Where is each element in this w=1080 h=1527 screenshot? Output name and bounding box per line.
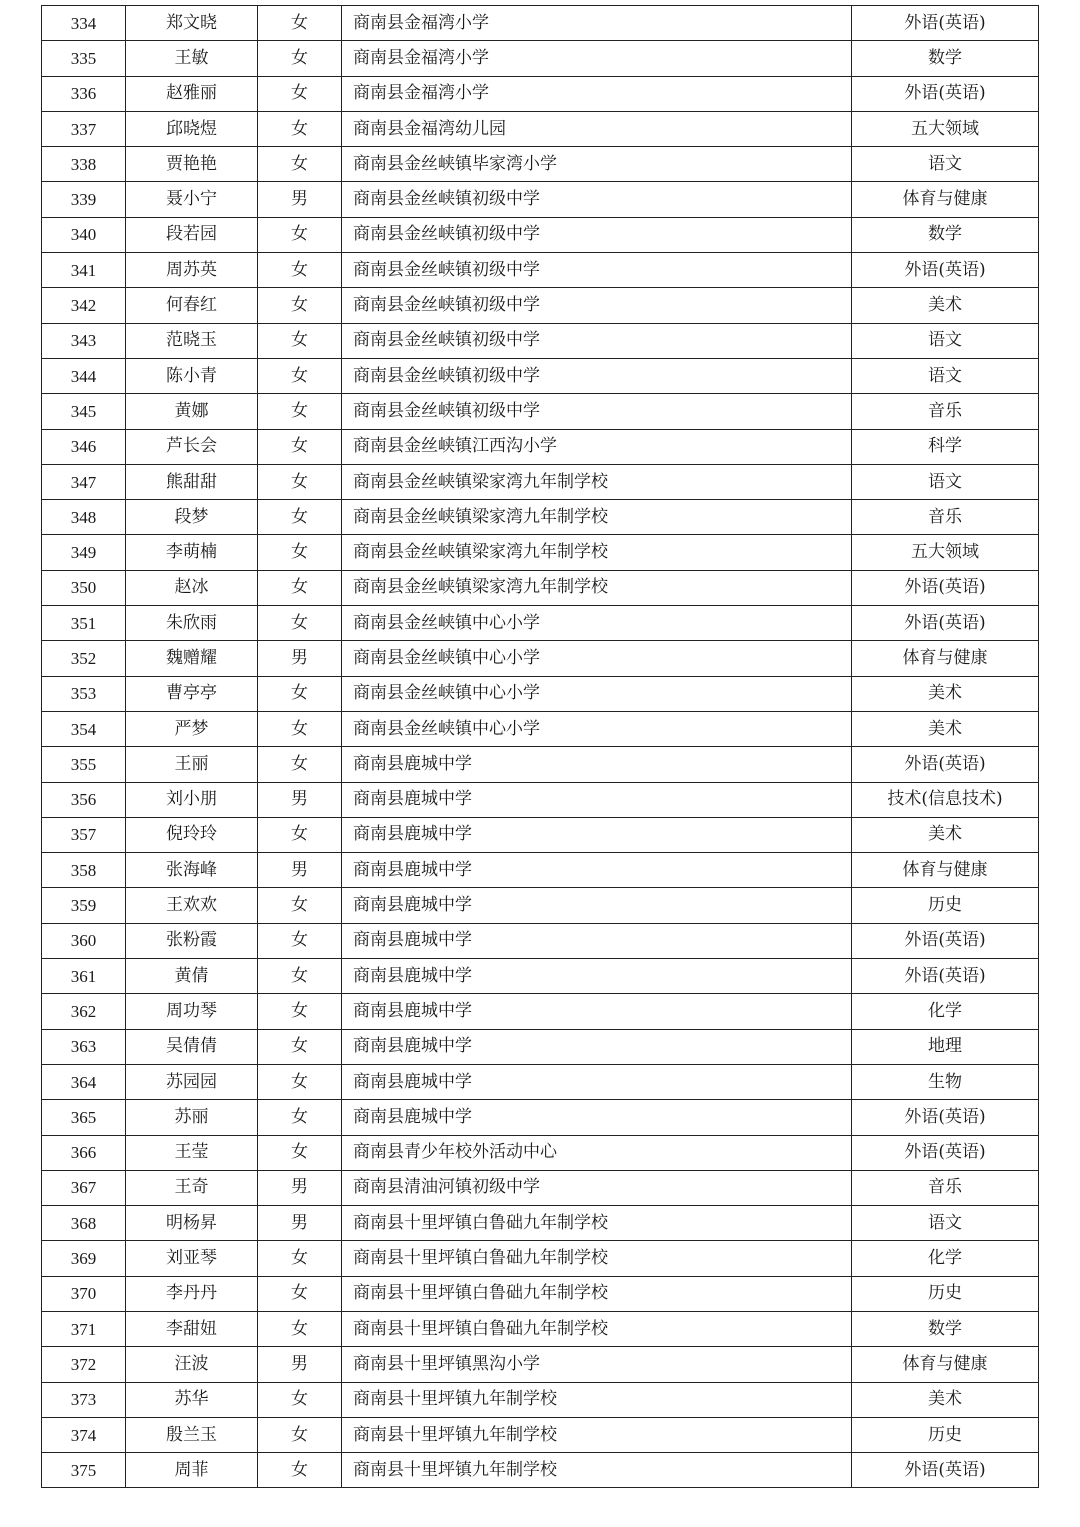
row-number-cell: 356 <box>42 782 126 817</box>
table-row <box>42 676 1039 711</box>
school-cell: 商南县鹿城中学 <box>342 1029 852 1064</box>
row-number-cell: 348 <box>42 500 126 535</box>
school-cell: 商南县鹿城中学 <box>342 782 852 817</box>
name-cell: 朱欣雨 <box>126 606 258 641</box>
row-number-cell: 366 <box>42 1135 126 1170</box>
table-row <box>42 76 1039 111</box>
table-row <box>42 217 1039 252</box>
name-cell: 赵雅丽 <box>126 76 258 111</box>
school-cell: 商南县鹿城中学 <box>342 994 852 1029</box>
school-cell: 商南县鹿城中学 <box>342 747 852 782</box>
name-cell: 何春红 <box>126 288 258 323</box>
table-row <box>42 182 1039 217</box>
row-number-cell: 334 <box>42 6 126 41</box>
subject-cell: 语文 <box>852 358 1039 393</box>
table-row <box>42 41 1039 76</box>
subject-cell: 美术 <box>852 288 1039 323</box>
name-cell: 段若园 <box>126 217 258 252</box>
row-number-cell: 372 <box>42 1347 126 1382</box>
row-number-cell: 364 <box>42 1064 126 1099</box>
subject-cell: 外语(英语) <box>852 606 1039 641</box>
table-row <box>42 323 1039 358</box>
table-row <box>42 1029 1039 1064</box>
school-cell: 商南县十里坪镇九年制学校 <box>342 1453 852 1488</box>
name-cell: 吴倩倩 <box>126 1029 258 1064</box>
subject-cell: 语文 <box>852 147 1039 182</box>
school-cell: 商南县金福湾小学 <box>342 76 852 111</box>
subject-cell: 外语(英语) <box>852 1100 1039 1135</box>
subject-cell: 外语(英语) <box>852 747 1039 782</box>
school-cell: 商南县金丝峡镇中心小学 <box>342 641 852 676</box>
gender-cell: 女 <box>258 888 342 923</box>
school-cell: 商南县十里坪镇白鲁础九年制学校 <box>342 1276 852 1311</box>
row-number-cell: 345 <box>42 394 126 429</box>
row-number-cell: 373 <box>42 1382 126 1417</box>
name-cell: 汪波 <box>126 1347 258 1382</box>
table-row <box>42 535 1039 570</box>
subject-cell: 体育与健康 <box>852 641 1039 676</box>
table-row <box>42 1064 1039 1099</box>
subject-cell: 美术 <box>852 676 1039 711</box>
gender-cell: 女 <box>258 817 342 852</box>
gender-cell: 女 <box>258 394 342 429</box>
table-row <box>42 959 1039 994</box>
table-row <box>42 1276 1039 1311</box>
name-cell: 苏丽 <box>126 1100 258 1135</box>
gender-cell: 女 <box>258 147 342 182</box>
gender-cell: 女 <box>258 253 342 288</box>
table-row <box>42 147 1039 182</box>
row-number-cell: 358 <box>42 853 126 888</box>
name-cell: 刘亚琴 <box>126 1241 258 1276</box>
name-cell: 周功琴 <box>126 994 258 1029</box>
table-row <box>42 641 1039 676</box>
gender-cell: 男 <box>258 182 342 217</box>
gender-cell: 女 <box>258 1100 342 1135</box>
name-cell: 郑文晓 <box>126 6 258 41</box>
name-cell: 张粉霞 <box>126 923 258 958</box>
name-cell: 严梦 <box>126 711 258 746</box>
gender-cell: 女 <box>258 1029 342 1064</box>
subject-cell: 外语(英语) <box>852 253 1039 288</box>
gender-cell: 女 <box>258 923 342 958</box>
gender-cell: 女 <box>258 606 342 641</box>
row-number-cell: 353 <box>42 676 126 711</box>
gender-cell: 女 <box>258 1453 342 1488</box>
table-row <box>42 1100 1039 1135</box>
gender-cell: 男 <box>258 782 342 817</box>
subject-cell: 五大领域 <box>852 111 1039 146</box>
school-cell: 商南县金丝峡镇中心小学 <box>342 711 852 746</box>
row-number-cell: 336 <box>42 76 126 111</box>
name-cell: 李丹丹 <box>126 1276 258 1311</box>
name-cell: 魏赠耀 <box>126 641 258 676</box>
name-cell: 王欢欢 <box>126 888 258 923</box>
school-cell: 商南县金丝峡镇梁家湾九年制学校 <box>342 500 852 535</box>
row-number-cell: 349 <box>42 535 126 570</box>
gender-cell: 女 <box>258 464 342 499</box>
row-number-cell: 341 <box>42 253 126 288</box>
school-cell: 商南县金丝峡镇初级中学 <box>342 358 852 393</box>
name-cell: 倪玲玲 <box>126 817 258 852</box>
subject-cell: 历史 <box>852 1276 1039 1311</box>
subject-cell: 历史 <box>852 888 1039 923</box>
school-cell: 商南县鹿城中学 <box>342 959 852 994</box>
row-number-cell: 374 <box>42 1417 126 1452</box>
row-number-cell: 371 <box>42 1311 126 1346</box>
school-cell: 商南县金丝峡镇梁家湾九年制学校 <box>342 464 852 499</box>
table-row <box>42 358 1039 393</box>
row-number-cell: 340 <box>42 217 126 252</box>
subject-cell: 音乐 <box>852 500 1039 535</box>
subject-cell: 语文 <box>852 323 1039 358</box>
school-cell: 商南县金丝峡镇初级中学 <box>342 253 852 288</box>
name-cell: 王奇 <box>126 1170 258 1205</box>
name-cell: 曹亭亭 <box>126 676 258 711</box>
row-number-cell: 368 <box>42 1206 126 1241</box>
school-cell: 商南县十里坪镇白鲁础九年制学校 <box>342 1241 852 1276</box>
subject-cell: 五大领域 <box>852 535 1039 570</box>
name-cell: 邱晓煜 <box>126 111 258 146</box>
school-cell: 商南县金丝峡镇初级中学 <box>342 182 852 217</box>
table-row <box>42 1135 1039 1170</box>
subject-cell: 外语(英语) <box>852 923 1039 958</box>
name-cell: 黄娜 <box>126 394 258 429</box>
table-row <box>42 1241 1039 1276</box>
subject-cell: 外语(英语) <box>852 6 1039 41</box>
gender-cell: 女 <box>258 111 342 146</box>
school-cell: 商南县金丝峡镇初级中学 <box>342 288 852 323</box>
school-cell: 商南县金福湾小学 <box>342 6 852 41</box>
school-cell: 商南县金丝峡镇江西沟小学 <box>342 429 852 464</box>
gender-cell: 女 <box>258 1241 342 1276</box>
subject-cell: 美术 <box>852 711 1039 746</box>
subject-cell: 数学 <box>852 41 1039 76</box>
subject-cell: 历史 <box>852 1417 1039 1452</box>
name-cell: 苏华 <box>126 1382 258 1417</box>
row-number-cell: 352 <box>42 641 126 676</box>
school-cell: 商南县鹿城中学 <box>342 888 852 923</box>
name-cell: 赵冰 <box>126 570 258 605</box>
name-cell: 熊甜甜 <box>126 464 258 499</box>
name-cell: 殷兰玉 <box>126 1417 258 1452</box>
subject-cell: 体育与健康 <box>852 853 1039 888</box>
gender-cell: 男 <box>258 853 342 888</box>
table-row <box>42 782 1039 817</box>
row-number-cell: 370 <box>42 1276 126 1311</box>
gender-cell: 女 <box>258 1417 342 1452</box>
row-number-cell: 343 <box>42 323 126 358</box>
name-cell: 李甜妞 <box>126 1311 258 1346</box>
school-cell: 商南县金丝峡镇中心小学 <box>342 606 852 641</box>
row-number-cell: 365 <box>42 1100 126 1135</box>
table-row <box>42 111 1039 146</box>
gender-cell: 女 <box>258 323 342 358</box>
school-cell: 商南县十里坪镇黑沟小学 <box>342 1347 852 1382</box>
subject-cell: 技术(信息技术) <box>852 782 1039 817</box>
row-number-cell: 344 <box>42 358 126 393</box>
name-cell: 芦长会 <box>126 429 258 464</box>
school-cell: 商南县金丝峡镇初级中学 <box>342 217 852 252</box>
name-cell: 陈小青 <box>126 358 258 393</box>
gender-cell: 女 <box>258 747 342 782</box>
gender-cell: 女 <box>258 676 342 711</box>
school-cell: 商南县清油河镇初级中学 <box>342 1170 852 1205</box>
subject-cell: 外语(英语) <box>852 1135 1039 1170</box>
gender-cell: 男 <box>258 641 342 676</box>
subject-cell: 数学 <box>852 217 1039 252</box>
row-number-cell: 351 <box>42 606 126 641</box>
subject-cell: 音乐 <box>852 394 1039 429</box>
table-row <box>42 888 1039 923</box>
school-cell: 商南县金丝峡镇初级中学 <box>342 323 852 358</box>
name-cell: 范晓玉 <box>126 323 258 358</box>
subject-cell: 化学 <box>852 994 1039 1029</box>
row-number-cell: 363 <box>42 1029 126 1064</box>
gender-cell: 女 <box>258 570 342 605</box>
name-cell: 王莹 <box>126 1135 258 1170</box>
row-number-cell: 367 <box>42 1170 126 1205</box>
name-cell: 王敏 <box>126 41 258 76</box>
table-row <box>42 1170 1039 1205</box>
school-cell: 商南县金福湾幼儿园 <box>342 111 852 146</box>
row-number-cell: 362 <box>42 994 126 1029</box>
gender-cell: 女 <box>258 1382 342 1417</box>
row-number-cell: 346 <box>42 429 126 464</box>
name-cell: 周菲 <box>126 1453 258 1488</box>
name-cell: 李萌楠 <box>126 535 258 570</box>
school-cell: 商南县青少年校外活动中心 <box>342 1135 852 1170</box>
school-cell: 商南县鹿城中学 <box>342 1100 852 1135</box>
table-row <box>42 6 1039 41</box>
subject-cell: 数学 <box>852 1311 1039 1346</box>
row-number-cell: 361 <box>42 959 126 994</box>
row-number-cell: 355 <box>42 747 126 782</box>
name-cell: 黄倩 <box>126 959 258 994</box>
subject-cell: 语文 <box>852 464 1039 499</box>
row-number-cell: 360 <box>42 923 126 958</box>
gender-cell: 女 <box>258 6 342 41</box>
gender-cell: 女 <box>258 1311 342 1346</box>
school-cell: 商南县金丝峡镇梁家湾九年制学校 <box>342 535 852 570</box>
subject-cell: 美术 <box>852 817 1039 852</box>
table-row <box>42 747 1039 782</box>
school-cell: 商南县金丝峡镇初级中学 <box>342 394 852 429</box>
table-row <box>42 711 1039 746</box>
table-row <box>42 464 1039 499</box>
gender-cell: 女 <box>258 1064 342 1099</box>
subject-cell: 美术 <box>852 1382 1039 1417</box>
table-row <box>42 570 1039 605</box>
gender-cell: 女 <box>258 288 342 323</box>
row-number-cell: 339 <box>42 182 126 217</box>
subject-cell: 地理 <box>852 1029 1039 1064</box>
subject-cell: 外语(英语) <box>852 570 1039 605</box>
table-row <box>42 253 1039 288</box>
school-cell: 商南县十里坪镇九年制学校 <box>342 1417 852 1452</box>
name-cell: 段梦 <box>126 500 258 535</box>
row-number-cell: 347 <box>42 464 126 499</box>
name-cell: 明杨昇 <box>126 1206 258 1241</box>
gender-cell: 女 <box>258 535 342 570</box>
gender-cell: 男 <box>258 1347 342 1382</box>
row-number-cell: 350 <box>42 570 126 605</box>
subject-cell: 生物 <box>852 1064 1039 1099</box>
table-row <box>42 500 1039 535</box>
table-row <box>42 923 1039 958</box>
table-row <box>42 1347 1039 1382</box>
table-row <box>42 288 1039 323</box>
school-cell: 商南县十里坪镇白鲁础九年制学校 <box>342 1206 852 1241</box>
row-number-cell: 335 <box>42 41 126 76</box>
name-cell: 刘小朋 <box>126 782 258 817</box>
table-row <box>42 1311 1039 1346</box>
row-number-cell: 357 <box>42 817 126 852</box>
row-number-cell: 375 <box>42 1453 126 1488</box>
gender-cell: 男 <box>258 1206 342 1241</box>
subject-cell: 音乐 <box>852 1170 1039 1205</box>
table-row <box>42 1382 1039 1417</box>
name-cell: 苏园园 <box>126 1064 258 1099</box>
table-row <box>42 429 1039 464</box>
subject-cell: 语文 <box>852 1206 1039 1241</box>
table-row <box>42 394 1039 429</box>
subject-cell: 科学 <box>852 429 1039 464</box>
school-cell: 商南县鹿城中学 <box>342 923 852 958</box>
row-number-cell: 338 <box>42 147 126 182</box>
subject-cell: 体育与健康 <box>852 182 1039 217</box>
name-cell: 贾艳艳 <box>126 147 258 182</box>
row-number-cell: 354 <box>42 711 126 746</box>
gender-cell: 女 <box>258 217 342 252</box>
gender-cell: 女 <box>258 1135 342 1170</box>
subject-cell: 外语(英语) <box>852 76 1039 111</box>
name-cell: 聂小宁 <box>126 182 258 217</box>
table-row <box>42 1417 1039 1452</box>
row-number-cell: 342 <box>42 288 126 323</box>
gender-cell: 男 <box>258 1170 342 1205</box>
table-row <box>42 853 1039 888</box>
table-row <box>42 994 1039 1029</box>
row-number-cell: 337 <box>42 111 126 146</box>
gender-cell: 女 <box>258 711 342 746</box>
school-cell: 商南县鹿城中学 <box>342 1064 852 1099</box>
table-row <box>42 817 1039 852</box>
row-number-cell: 369 <box>42 1241 126 1276</box>
subject-cell: 外语(英语) <box>852 959 1039 994</box>
school-cell: 商南县十里坪镇白鲁础九年制学校 <box>342 1311 852 1346</box>
school-cell: 商南县十里坪镇九年制学校 <box>342 1382 852 1417</box>
gender-cell: 女 <box>258 429 342 464</box>
table-row <box>42 1453 1039 1488</box>
gender-cell: 女 <box>258 358 342 393</box>
gender-cell: 女 <box>258 41 342 76</box>
school-cell: 商南县金福湾小学 <box>342 41 852 76</box>
roster-body <box>42 6 1039 1488</box>
name-cell: 周苏英 <box>126 253 258 288</box>
subject-cell: 化学 <box>852 1241 1039 1276</box>
gender-cell: 女 <box>258 76 342 111</box>
gender-cell: 女 <box>258 500 342 535</box>
subject-cell: 外语(英语) <box>852 1453 1039 1488</box>
row-number-cell: 359 <box>42 888 126 923</box>
school-cell: 商南县金丝峡镇中心小学 <box>342 676 852 711</box>
school-cell: 商南县金丝峡镇毕家湾小学 <box>342 147 852 182</box>
name-cell: 张海峰 <box>126 853 258 888</box>
roster-table <box>41 5 1039 1488</box>
table-row <box>42 606 1039 641</box>
school-cell: 商南县鹿城中学 <box>342 853 852 888</box>
gender-cell: 女 <box>258 959 342 994</box>
gender-cell: 女 <box>258 1276 342 1311</box>
table-row <box>42 1206 1039 1241</box>
school-cell: 商南县鹿城中学 <box>342 817 852 852</box>
school-cell: 商南县金丝峡镇梁家湾九年制学校 <box>342 570 852 605</box>
gender-cell: 女 <box>258 994 342 1029</box>
subject-cell: 体育与健康 <box>852 1347 1039 1382</box>
name-cell: 王丽 <box>126 747 258 782</box>
